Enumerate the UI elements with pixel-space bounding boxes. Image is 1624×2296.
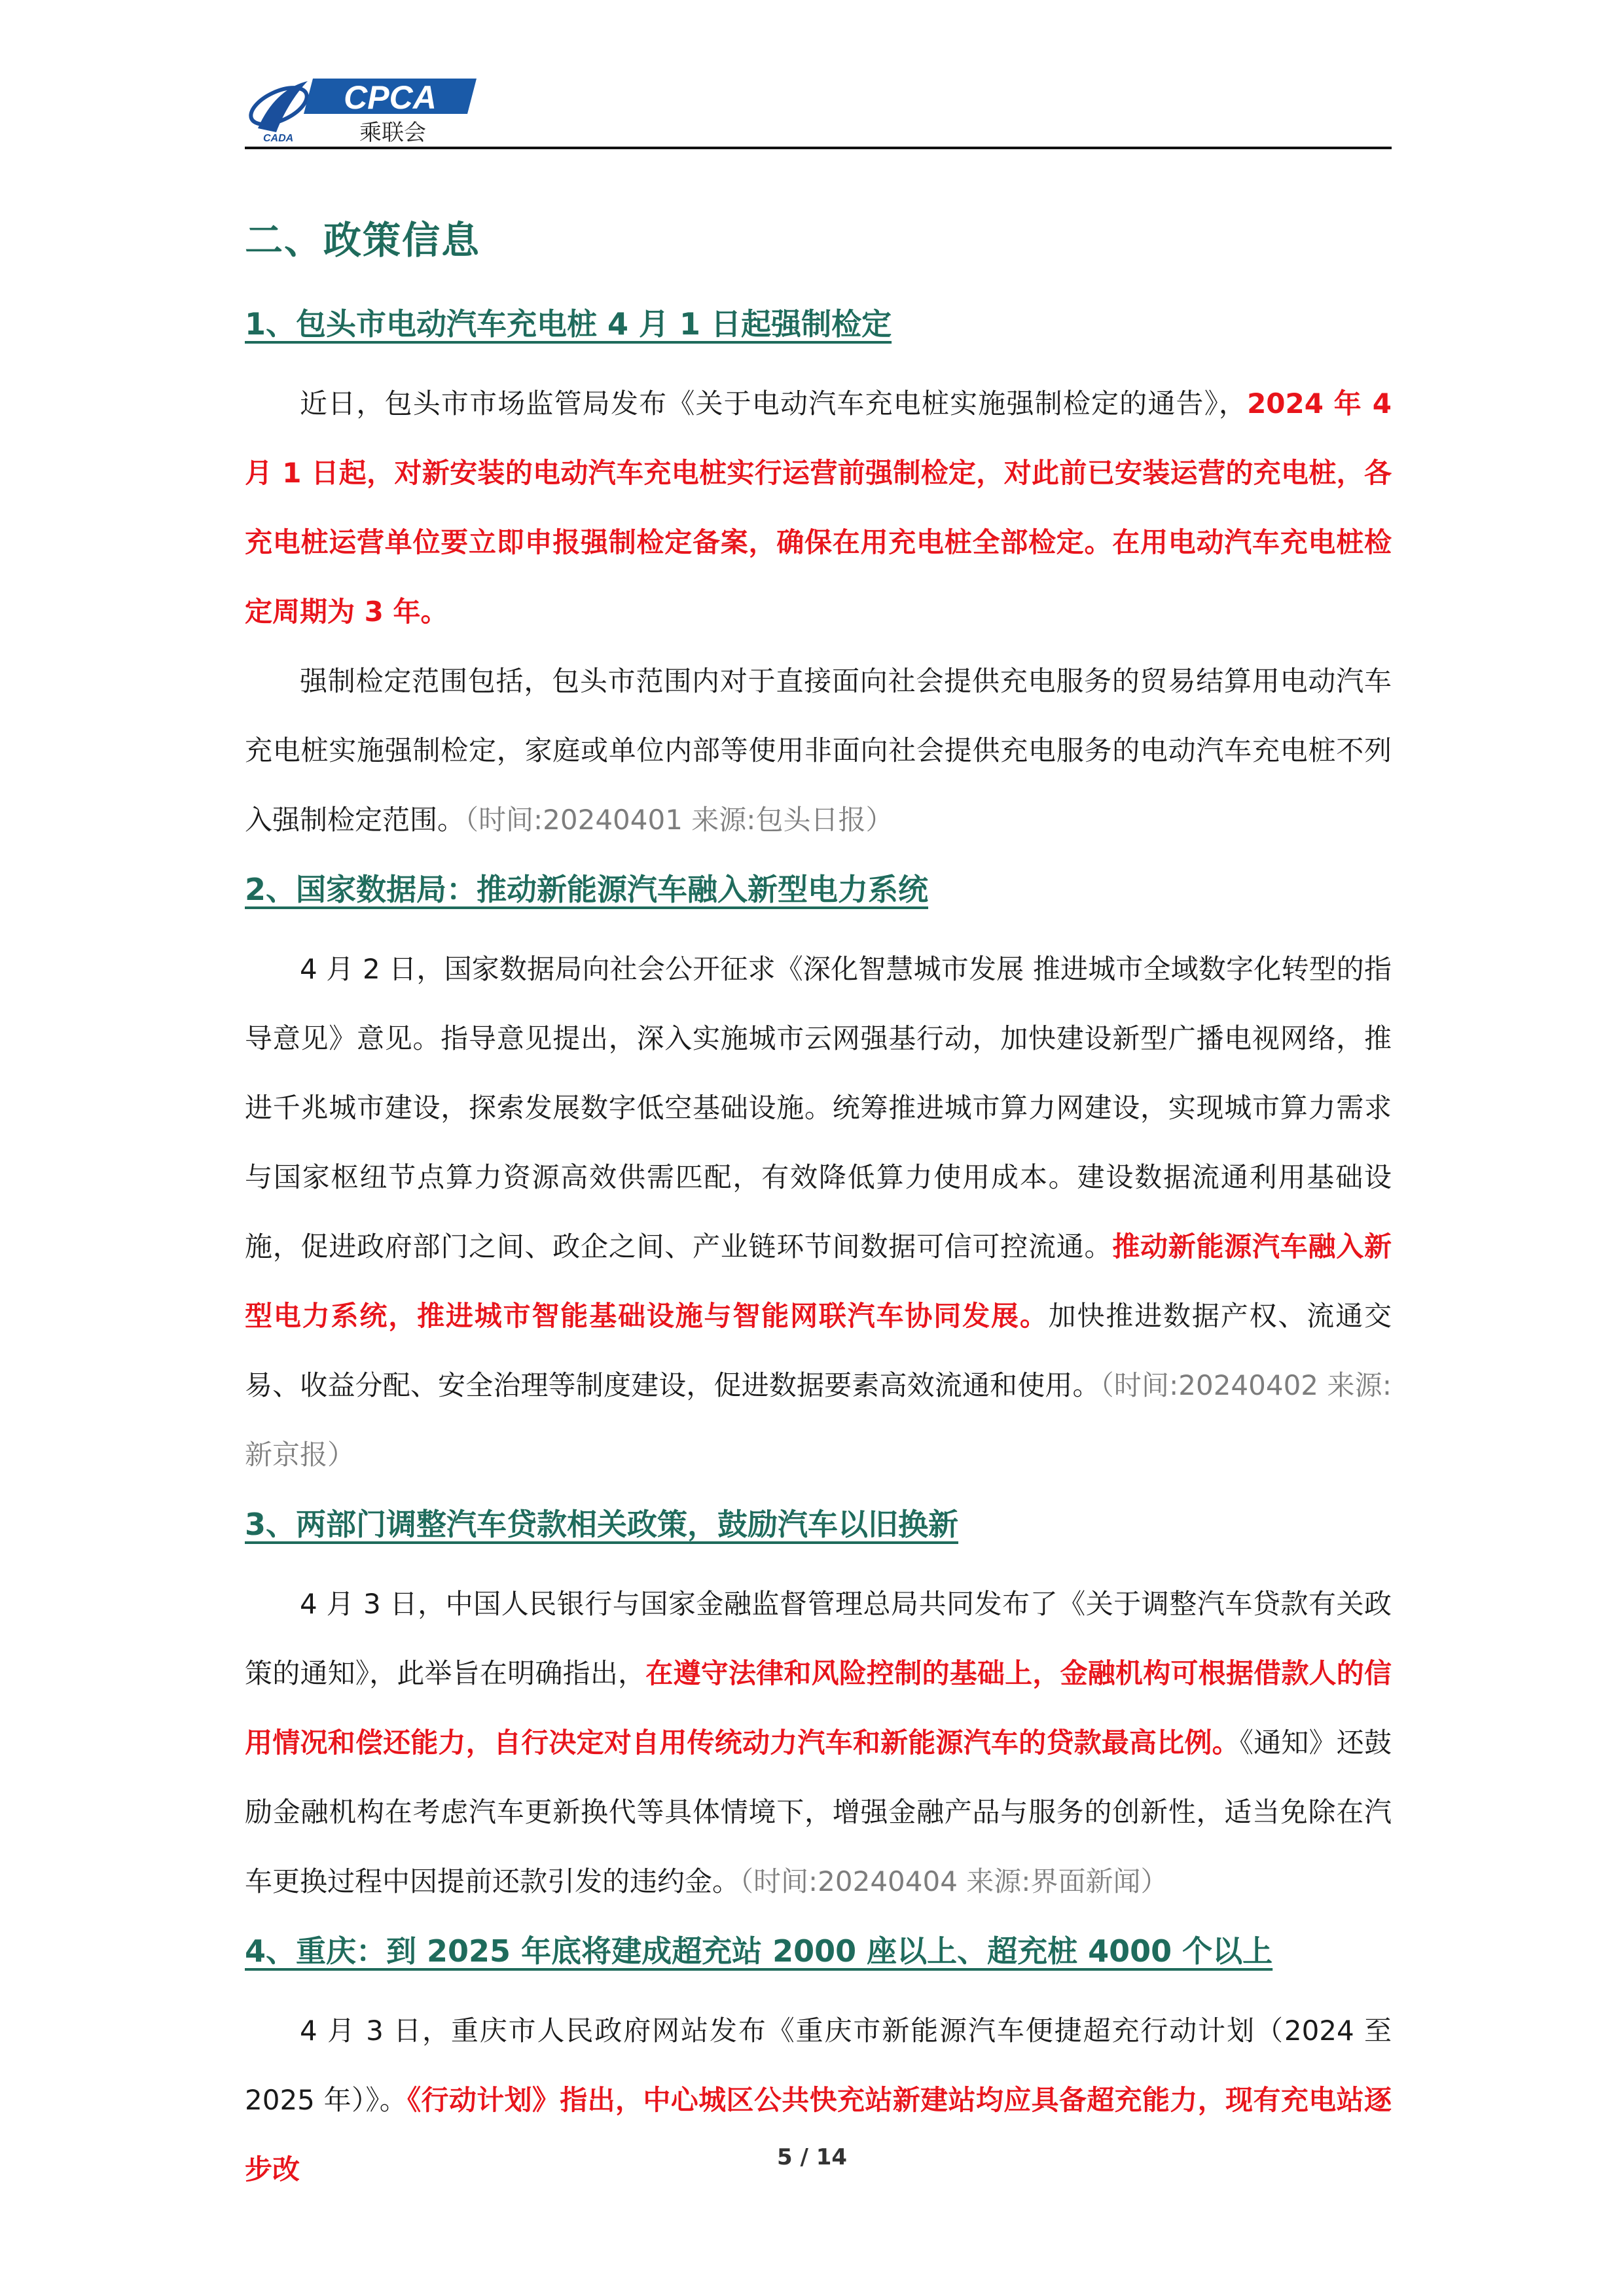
item-title-2: 2、国家数据局：推动新能源汽车融入新型电力系统 [245,872,929,907]
item1-source: （时间:20240401 来源:包头日报） [465,804,893,836]
item1-paragraph-1 [245,369,1392,647]
logo-sub-text: 乘联会 [359,120,426,145]
page-header [245,63,1392,151]
header-rule [245,147,1392,149]
item3-paragraph [245,1570,1392,1916]
item-title-1: 1、包头市电动汽车充电桩 4 月 1 日起强制检定 [245,306,892,342]
item3-text: 4 月 3 日，中国人民银行与国家金融监督管理总局共同发布了《关于调整汽车贷款有关政策的通知》，此举旨在明确指出， [245,1588,1392,1689]
item1-paragraph-2 [245,647,1392,855]
item2-highlight: 推动新能源汽车融入新型电力系统，推进城市智能基础设施与智能网联汽车协同发展。 [245,1230,1392,1332]
cpca-logo [245,72,480,145]
item1-text-2: 强制检定范围包括，包头市范围内对于直接面向社会提供充电服务的贸易结算用电动汽车充电桩实施强制检定，家庭或单位内部等使用非面向社会提供充电服务的电动汽车充电桩不列入强制检定范围。 [245,665,1392,836]
item2-source: （时间:20240402 来源:新京报） [245,1369,1392,1471]
item3-text-2: 《通知》还鼓励金融机构在考虑汽车更新换代等具体情境下，增强金融产品与服务的创新性，适当免除在汽车更换过程中因提前还款引发的违约金。 [245,1727,1392,1897]
page-number: 5 / 14 [776,2144,848,2170]
logo-small-text: CADA [263,133,294,144]
logo-text: CPCA [344,79,437,116]
item2-text: 4 月 2 日，国家数据局向社会公开征求《深化智慧城市发展 推进城市全域数字化转型的指导意见》意见。指导意见提出，深入实施城市云网强基行动，加快建设新型广播电视网络，推进千兆城市建设，探索发展数字低空基础设施。统筹推进城市算力网建设，实现城市算力需求与国家枢纽节点算力资源高效供需匹配，有效降低算力使用成本。建设数据流通利用基础设施，促进政府部门之间、政企之间、产业链环节间数据可信可控流通。 [245,953,1392,1263]
item3-source: （时间:20240404 来源:界面新闻） [740,1865,1168,1897]
item2-paragraph [245,935,1392,1490]
item1-text: 近日，包头市市场监管局发布《关于电动汽车充电桩实施强制检定的通告》， [300,387,1248,420]
item2-text-2: 加快推进数据产权、流通交易、收益分配、安全治理等制度建设，促进数据要素高效流通和使用。 [245,1300,1392,1401]
section-title: 二、政策信息 [245,218,481,262]
item4-paragraph [245,1996,1392,2204]
item-title-3: 3、两部门调整汽车贷款相关政策，鼓励汽车以旧换新 [245,1507,959,1542]
item3-highlight: 在遵守法律和风险控制的基础上，金融机构可根据借款人的信用情况和偿还能力，自行决定对自用传统动力汽车和新能源汽车的贷款最高比例。 [245,1657,1392,1759]
document-body [245,196,1392,2204]
item-title-4: 4、重庆：到 2025 年底将建成超充站 2000 座以上、超充桩 4000 个以上 [245,1933,1273,1969]
item1-highlight: 2024 年 4 月 1 日起，对新安装的电动汽车充电桩实行运营前强制检定，对此前已安装运营的充电桩，各充电桩运营单位要立即申报强制检定备案，确保在用充电桩全部检定。在用电动汽车充电桩检定周期为 3 年。 [245,387,1392,628]
item4-text: 4 月 3 日，重庆市人民政府网站发布《重庆市新能源汽车便捷超充行动计划（2024 至 2025 年）》。 [245,2015,1392,2116]
item4-highlight: 《行动计划》指出，中心城区公共快充站新建站均应具备超充能力，现有充电站逐步改 [245,2084,1392,2185]
